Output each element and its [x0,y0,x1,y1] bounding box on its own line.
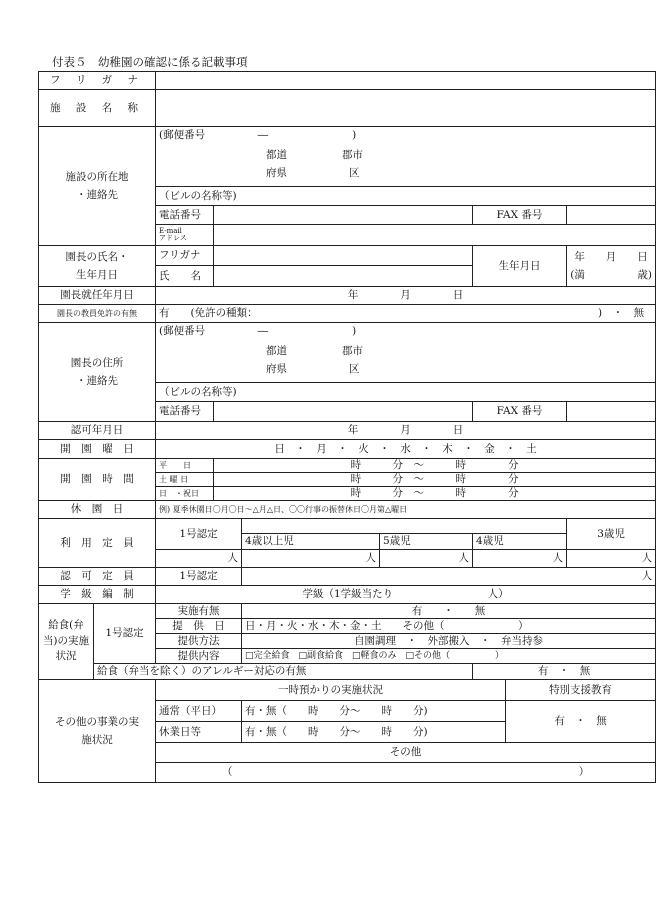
temp-holiday-field[interactable]: 有・無（ 時 分～ 時 分) [242,722,506,743]
director-address-label: 園長の住所 ・連絡先 [39,323,156,422]
director-name-label: 園長の氏名・ 生年月日 [39,246,156,287]
special-education-field[interactable]: 有 ・ 無 [506,701,656,743]
special-education-label: 特別支援教育 [506,680,656,701]
hours-weekday-label: 平 日 [156,459,214,473]
meal-method-label: 提供方法 [156,634,242,649]
director-furigana-field[interactable] [214,246,473,266]
director-license-label: 園長の教員免許の有無 [39,305,156,323]
approval-date-field[interactable]: 年 月 日 [156,422,656,440]
director-shimei-field[interactable] [214,266,473,287]
hours-weekday-field[interactable]: 時 分 ～ 時 分 [214,459,656,473]
hours-holiday-field[interactable]: 時 分 ～ 時 分 [214,487,656,501]
director-tel-field[interactable] [214,402,473,422]
capacity-age5-field[interactable]: 人 [380,550,473,568]
temp-weekday-label: 通常（平日） [156,701,242,722]
meal-allergy-field[interactable]: 有 ・ 無 [473,664,656,680]
facility-fax-field[interactable] [567,206,656,225]
director-start-field[interactable]: 年 月 日 [156,287,656,305]
director-building-field[interactable]: （ビルの名称等) [156,383,656,402]
meal-label: 給食(弁当)の実施状況 [39,604,94,680]
facility-furigana-label: フ リ ガ ナ [39,72,156,90]
hours-holiday-label: 日 ・祝日 [156,487,214,501]
director-birth-field[interactable]: 年 月 日 (満 歳) [567,246,656,287]
facility-email-label: E-mail アドレス [156,225,214,246]
facility-name-label: 施 設 名 称 [39,90,156,127]
capacity-nintei1-field[interactable]: 人 [156,550,242,568]
capacity-age4plus-header [242,519,567,534]
capacity-age5-label: 5歳児 [380,534,473,550]
temp-care-label: 一時預かりの実施状況 [156,680,506,701]
director-furigana-label: フリガナ [156,246,214,266]
facility-name-field[interactable] [156,90,656,127]
director-shimei-label: 氏 名 [156,266,214,287]
hours-saturday-label: 土 曜 日 [156,473,214,487]
meal-implementation-field[interactable]: 有 ・ 無 [242,604,656,619]
closed-days-label: 休 園 日 [39,501,156,519]
kindergarten-form-table [38,71,656,783]
capacity-age4plus-field[interactable]: 人 [242,550,380,568]
approval-date-label: 認可年月日 [39,422,156,440]
meal-method-field[interactable]: 自園調理 ・ 外部搬入 ・ 弁当持参 [242,634,656,649]
capacity-age3-label: 3歳児 [567,519,656,550]
facility-tel-field[interactable] [214,206,473,225]
open-hours-label: 開 園 時 間 [39,459,156,501]
facility-building-field[interactable]: （ビルの名称等) [156,187,656,206]
director-fax-label: FAX 番号 [473,402,567,422]
director-license-field[interactable]: 有 (免許の種類： ) ・ 無 [156,305,656,323]
capacity-age4plus-label: 4歳以上児 [242,534,380,550]
facility-furigana-field[interactable] [156,72,656,90]
meal-nintei1-label: 1号認定 [94,604,156,664]
capacity-age4-label: 4歳児 [473,534,567,550]
auth-capacity-label: 認 可 定 員 [39,568,156,586]
capacity-nintei1-label: 1号認定 [156,519,242,550]
facility-tel-label: 電話番号 [156,206,214,225]
temp-weekday-field[interactable]: 有・無（ 時 分～ 時 分) [242,701,506,722]
other-label: その他 [156,743,656,763]
closed-days-field[interactable]: 例) 夏季休園日〇月〇日～△月△日、〇〇行事の振替休日〇月第△曜日 [156,501,656,519]
meal-days-label: 提 供 日 [156,619,242,634]
director-address-field[interactable]: (郵便番号 ― ) 都道 府県 郡市 区 [156,323,656,383]
other-services-label: その他の事業の実 施状況 [39,680,156,783]
capacity-age4-field[interactable]: 人 [473,550,567,568]
capacity-age3-field[interactable]: 人 [567,550,656,568]
director-tel-label: 電話番号 [156,402,214,422]
auth-capacity-field[interactable]: 人 [242,568,656,586]
auth-capacity-nintei1-label: 1号認定 [156,568,242,586]
meal-content-field[interactable]: □完全給食 □副食給食 □軽食のみ □その他（ ） [242,649,656,664]
facility-fax-label: FAX 番号 [473,206,567,225]
meal-implementation-label: 実施有無 [156,604,242,619]
meal-allergy-label: 給食（弁当を除く）のアレルギー対応の有無 [94,664,473,680]
temp-holiday-label: 休業日等 [156,722,242,743]
form-title: 付表５ 幼稚園の確認に係る記載事項 [52,55,248,69]
other-field[interactable]: （ ） [156,763,656,783]
facility-address-field[interactable]: (郵便番号 ― ) 都道 府県 郡市 区 [156,127,656,187]
director-birth-label: 生年月日 [473,246,567,287]
facility-address-label: 施設の所在地 ・連絡先 [39,127,156,246]
meal-content-label: 提供内容 [156,649,242,664]
classes-field[interactable]: 学級（1学級当たり 人） [156,586,656,604]
classes-label: 学 級 編 制 [39,586,156,604]
director-start-label: 園長就任年月日 [39,287,156,305]
open-days-field[interactable]: 日 ・ 月 ・ 火 ・ 水 ・ 木 ・ 金 ・ 土 [156,440,656,459]
capacity-label: 利 用 定 員 [39,519,156,568]
open-days-label: 開 園 曜 日 [39,440,156,459]
meal-days-field[interactable]: 日・月・火・水・木・金・土 その他（ ） [242,619,656,634]
director-fax-field[interactable] [567,402,656,422]
hours-saturday-field[interactable]: 時 分 ～ 時 分 [214,473,656,487]
facility-email-field[interactable] [214,225,656,246]
